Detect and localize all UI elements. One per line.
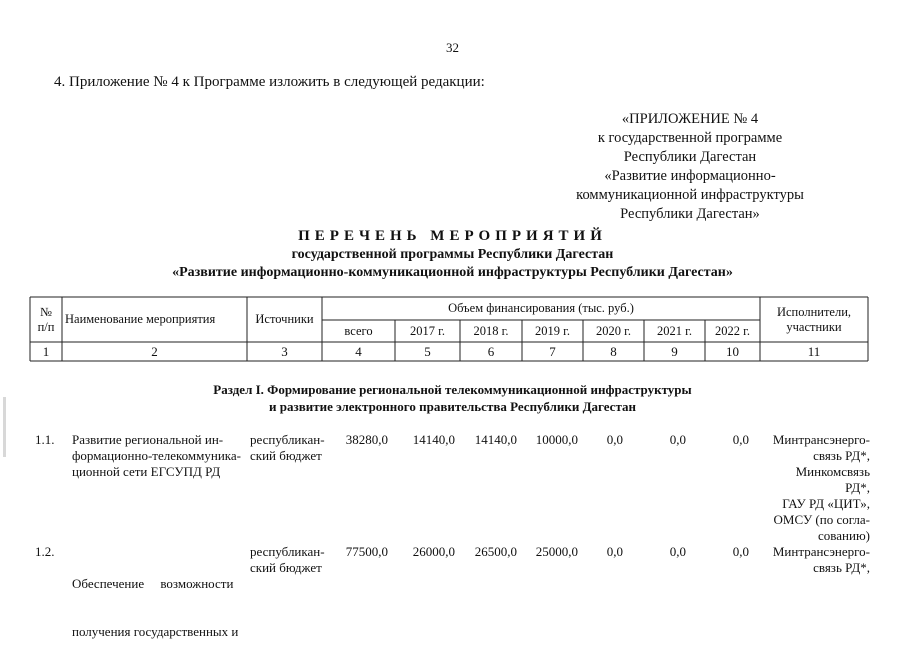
value-2021: 0,0	[669, 544, 686, 559]
value-2022: 0,0	[732, 544, 749, 559]
value-total: 77500,0	[345, 544, 388, 559]
document-subtitle-1: государственной программы Республики Дагестан	[291, 247, 614, 262]
appendix-line: «ПРИЛОЖЕНИЕ № 4	[621, 111, 759, 127]
value-2021: 0,0	[669, 432, 686, 447]
header-funding: Объем финансирования (тыс. руб.)	[448, 301, 634, 315]
section-heading-line-1: Раздел I. Формирование региональной телекоммуникационной инфраструктуры	[213, 382, 692, 397]
header-2020: 2020 г.	[596, 324, 631, 338]
index-cell: 2	[151, 344, 158, 359]
scan-artifact	[3, 397, 6, 457]
appendix-line: коммуникационной инфраструктуры	[576, 187, 804, 203]
value-2020: 0,0	[606, 544, 623, 559]
value-2017: 26000,0	[412, 544, 455, 559]
row-number: 1.2.	[35, 544, 55, 559]
value-2019: 10000,0	[535, 432, 578, 447]
header-2017: 2017 г.	[410, 324, 445, 338]
row-source: республикан- ский бюджет	[250, 544, 325, 575]
index-cell: 8	[610, 344, 617, 359]
header-no: № п/п	[37, 305, 55, 334]
value-2017: 14140,0	[412, 432, 455, 447]
intro-text: 4. Приложение № 4 к Программе изложить в следующей редакции:	[54, 74, 485, 90]
document-title: ПЕРЕЧЕНЬ МЕРОПРИЯТИЙ	[298, 228, 607, 244]
header-2018: 2018 г.	[473, 324, 509, 338]
index-cell: 5	[424, 344, 431, 359]
value-2018: 14140,0	[474, 432, 517, 447]
row-name: Развитие региональной ин- формационно-телекоммуника- ционной сети ЕГСУПД РД	[72, 432, 241, 479]
appendix-line: «Развитие информационно-	[604, 168, 776, 184]
row-executors: Минтрансэнерго- связь РД*, Минкомсвязь РД*, ГАУ РД «ЦИТ», ОМСУ (по согла- сованию)	[772, 432, 870, 543]
header-total: всего	[344, 324, 373, 338]
index-cell: 1	[42, 344, 50, 359]
appendix-line: Республики Дагестан»	[620, 206, 760, 222]
value-total: 38280,0	[345, 432, 388, 447]
row-source: республикан- ский бюджет	[250, 432, 325, 463]
header-2021: 2021 г.	[657, 324, 692, 338]
index-cell: 10	[726, 344, 739, 359]
section-heading-line-2: и развитие электронного правительства Республики Дагестан	[269, 399, 636, 414]
index-cell: 6	[487, 344, 495, 359]
row-number: 1.1.	[35, 432, 55, 447]
index-cell: 9	[671, 344, 678, 359]
header-2022: 2022 г.	[715, 324, 750, 338]
index-cell: 7	[549, 344, 556, 359]
page-number: 32	[446, 40, 459, 55]
header-2019: 2019 г.	[535, 324, 570, 338]
row-name: Обеспечение возможности получения государственных и	[72, 576, 239, 639]
index-cell: 11	[807, 344, 821, 359]
value-2020: 0,0	[606, 432, 623, 447]
value-2018: 26500,0	[474, 544, 517, 559]
header-source: Источники	[255, 312, 314, 326]
appendix-line: Республики Дагестан	[623, 149, 757, 165]
header-name: Наименование мероприятия	[65, 312, 216, 326]
appendix-line: к государственной программе	[597, 130, 783, 146]
value-2019: 25000,0	[535, 544, 578, 559]
header-executors: Исполнители, участники	[776, 305, 852, 334]
index-cell: 4	[355, 344, 362, 359]
row-executors: Минтрансэнерго- связь РД*,	[772, 544, 870, 575]
document-subtitle-2: «Развитие информационно-коммуникационной инфраструктуры Республики Дагестан»	[172, 265, 733, 280]
value-2022: 0,0	[732, 432, 749, 447]
index-cell: 3	[281, 344, 288, 359]
